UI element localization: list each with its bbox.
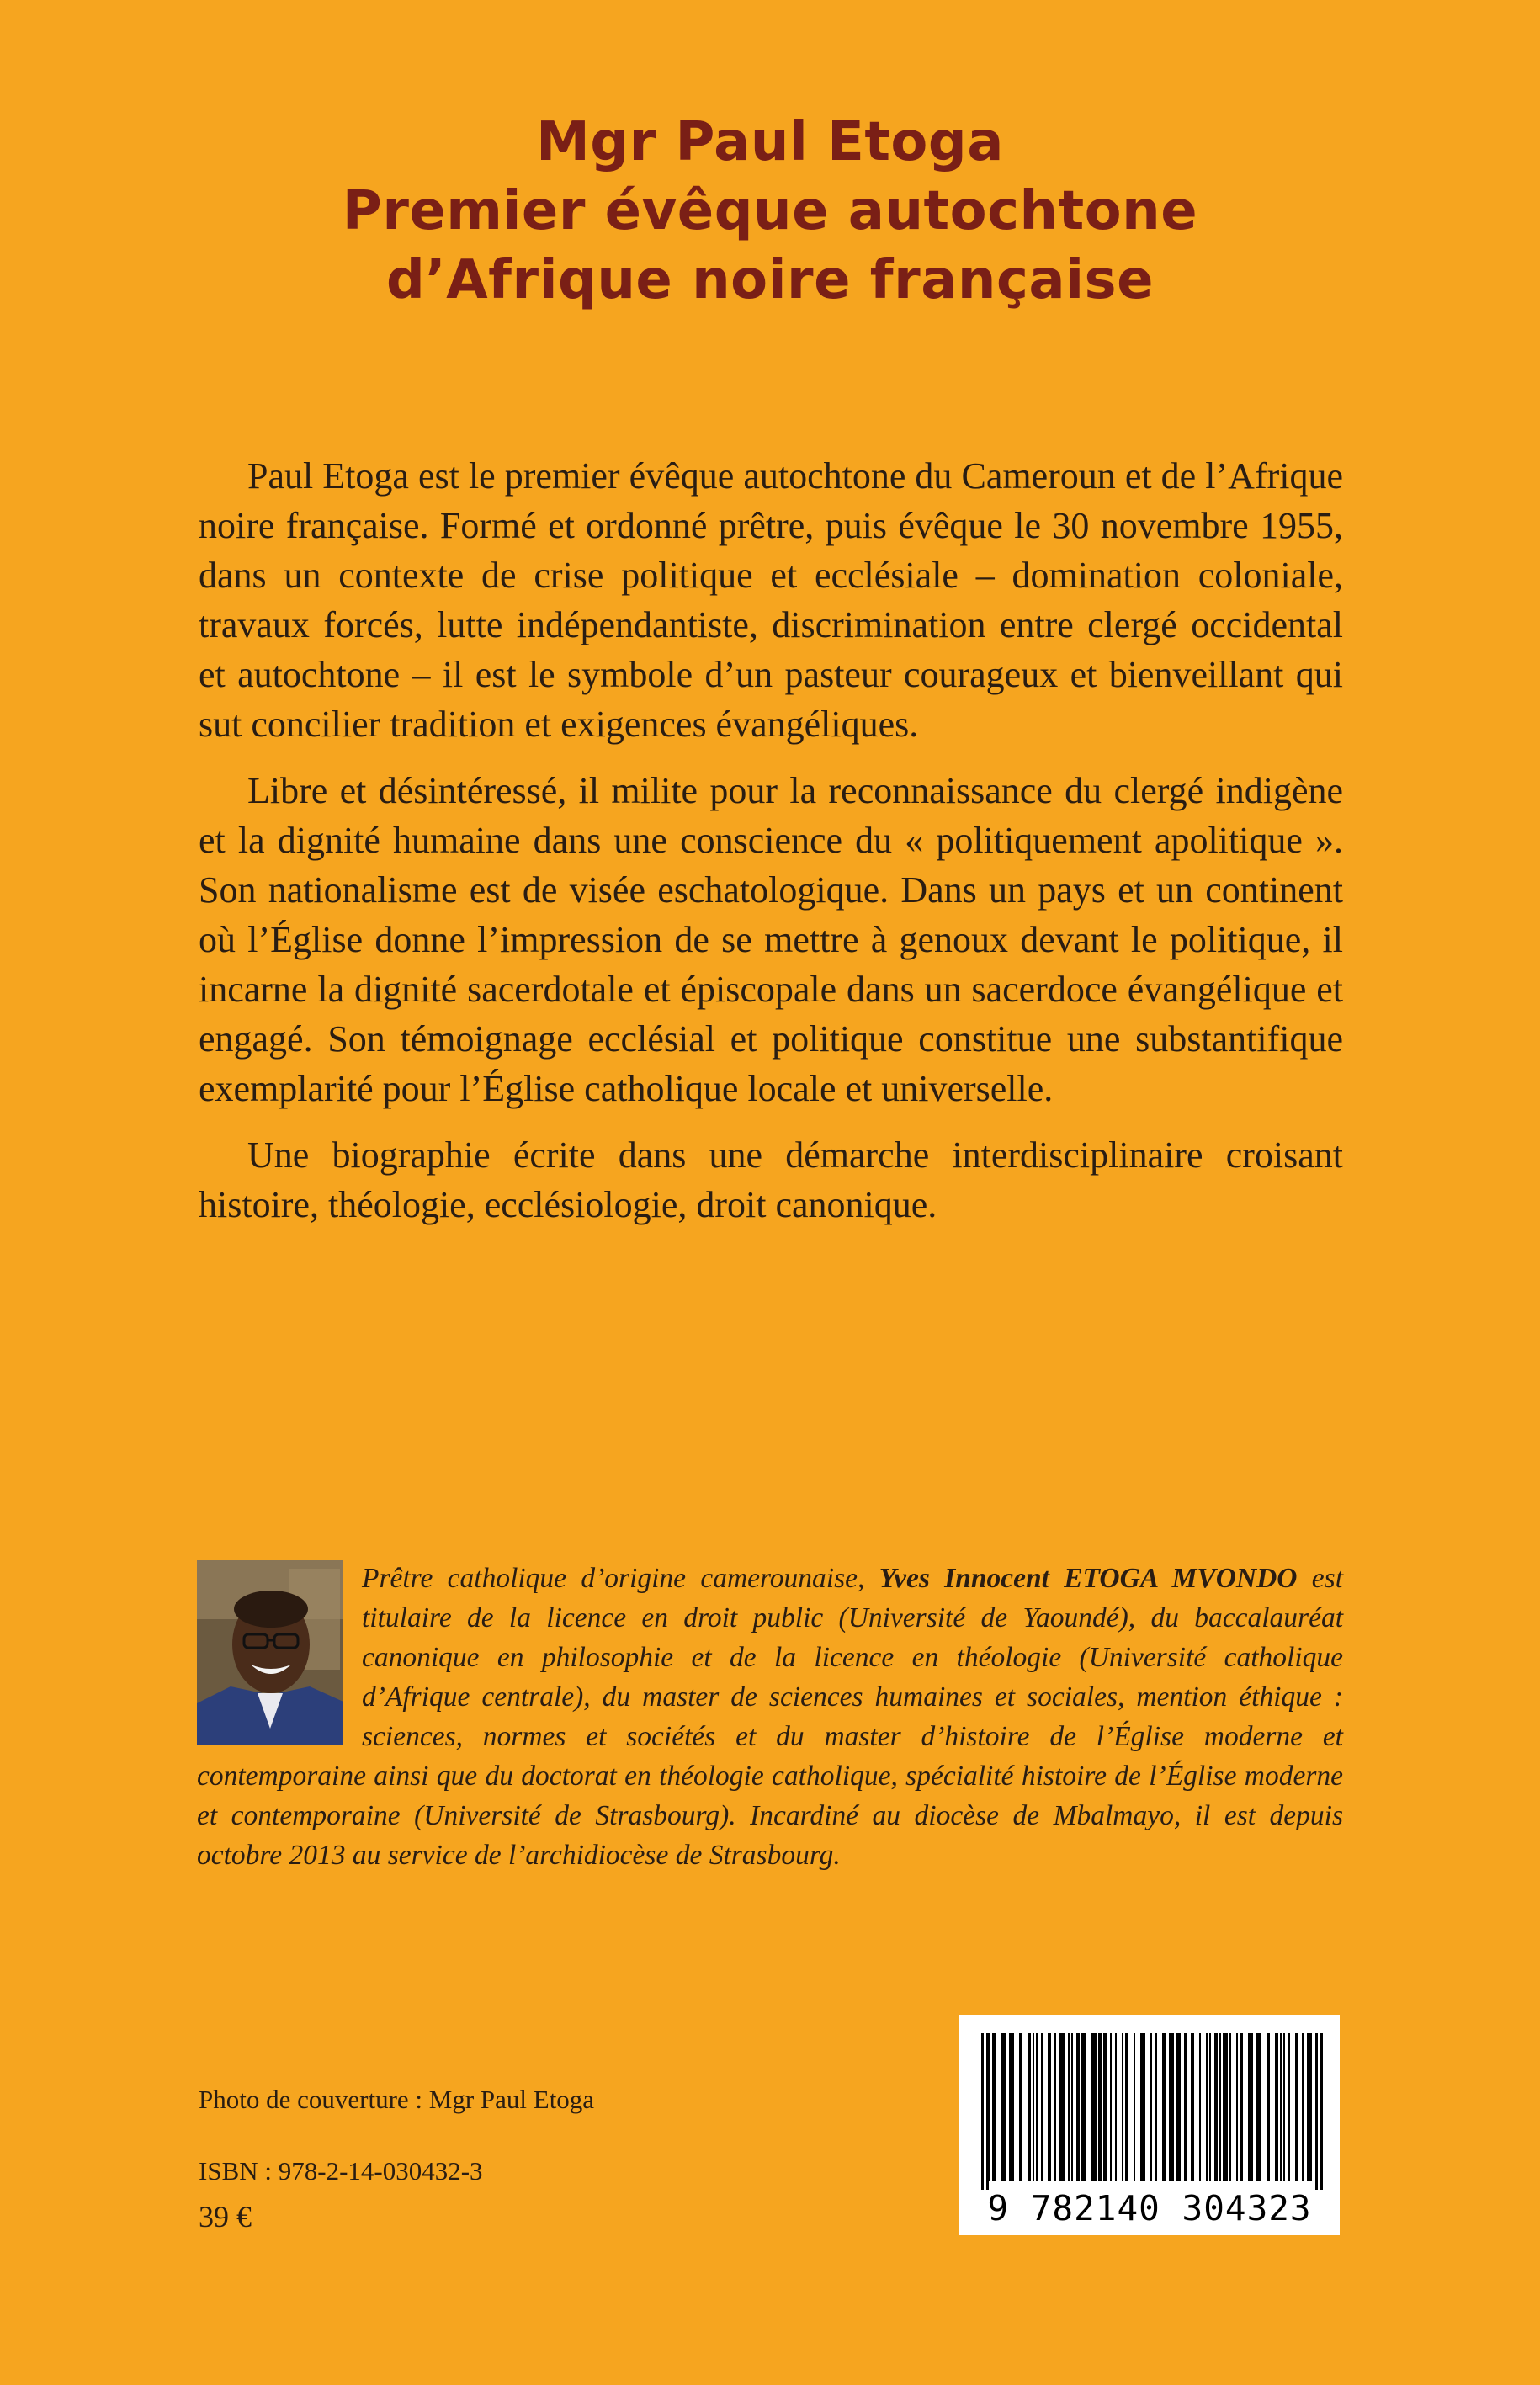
barcode-bar	[1288, 2033, 1290, 2181]
author-bio-text: est titulaire de la licence en droit public (Université de Yaoundé), du baccalauréat canonique en philosophie et de la licence en théologie (Université catholique d’Afrique centrale), du master de sciences humaines et sociales, mention éthique : sciences, normes et sociétés et du master d’histoire de l’Église moderne et contemporaine ainsi que du doctorat en théologie catholique, spécialité histoire de l’Église moderne et contemporaine (Université de Strasbourg). Incardiné au diocèse de Mbalmayo, il est depuis octobre 2013 au service de l’archidiocèse de Strasbourg.	[197, 1563, 1343, 1871]
barcode-bar	[1081, 2033, 1086, 2181]
barcode-guard-bar	[981, 2033, 984, 2190]
barcode-bar	[1019, 2033, 1022, 2181]
barcode-bar	[1240, 2033, 1243, 2181]
barcode-bar	[1103, 2033, 1107, 2181]
barcode-bar	[1098, 2033, 1102, 2181]
barcode-bar	[1054, 2033, 1056, 2181]
barcode-bar	[1256, 2033, 1261, 2181]
barcode-bar	[1162, 2033, 1166, 2181]
title-line-1: Mgr Paul Etoga	[536, 111, 1004, 173]
barcode-bar	[1295, 2033, 1298, 2181]
barcode-bar	[1140, 2033, 1145, 2181]
barcode-bar	[1209, 2033, 1211, 2181]
barcode-digits: 9 782140 304323	[987, 2188, 1312, 2228]
barcode-bar	[1110, 2033, 1112, 2181]
barcode-guard-bar	[1320, 2033, 1323, 2190]
barcode-bar	[1071, 2033, 1073, 2181]
barcode-bar	[1199, 2033, 1201, 2181]
barcode-bar	[1176, 2033, 1181, 2181]
barcode-guard-bar	[986, 2033, 989, 2190]
book-summary	[199, 451, 1343, 1246]
summary-paragraph-3: Une biographie écrite dans une démarche interdisciplinaire croisant histoire, théologie, ecclésiologie, droit canonique.	[199, 1134, 1343, 1225]
barcode-bar	[1248, 2033, 1253, 2181]
author-intro: Prêtre catholique d’origine camerounaise,	[362, 1563, 879, 1594]
isbn: ISBN : 978-2-14-030432-3	[199, 2156, 483, 2186]
barcode-bar	[1036, 2033, 1038, 2181]
price: 39 €	[199, 2200, 252, 2234]
barcode-bar	[1223, 2033, 1228, 2181]
barcode-bar	[1283, 2033, 1285, 2181]
barcode-bar	[1134, 2033, 1135, 2181]
barcode-guard-bar	[1315, 2033, 1318, 2190]
barcode-bar	[1191, 2033, 1194, 2181]
barcode-bar	[1219, 2033, 1221, 2181]
barcode-bar	[1302, 2033, 1304, 2181]
author-photo	[197, 1560, 343, 1745]
barcode-bar	[1059, 2033, 1065, 2181]
author-name: Yves Innocent ETOGA MVONDO	[879, 1563, 1298, 1594]
author-bio	[197, 1559, 1343, 1875]
barcode-bar	[1267, 2033, 1270, 2181]
summary-paragraph-2: Libre et désintéressé, il milite pour la reconnaissance du clergé indigène et la dignité humaine dans une conscience du « politiquement apolitique ». Son nationalisme est de visée eschatologique. Dans un pays et un continent où l’Église donne l’impression de se mettre à genoux devant le politique, il incarne la dignité sacerdotale et épiscopale dans un sacerdoce évangélique et engagé. Son témoignage ecclésial et politique constitue une substantifique exemplarité pour l’Église catholique locale et universelle.	[199, 770, 1343, 1109]
barcode-bar	[1001, 2033, 1006, 2181]
barcode-bar	[1184, 2033, 1187, 2181]
barcode-bar	[1150, 2033, 1152, 2181]
barcode-bar	[1122, 2033, 1123, 2181]
barcode-bar	[1125, 2033, 1128, 2181]
barcode-bar	[1236, 2033, 1238, 2181]
barcode-bar	[1115, 2033, 1117, 2181]
barcode-bar	[1206, 2033, 1208, 2181]
barcode-bar	[1009, 2033, 1014, 2181]
barcode-bar	[1280, 2033, 1282, 2181]
barcode-bar	[1033, 2033, 1034, 2181]
barcode-bar	[1214, 2033, 1218, 2181]
barcode-bar	[1275, 2033, 1278, 2181]
barcode-bar	[992, 2033, 996, 2181]
barcode-bar	[1048, 2033, 1051, 2181]
title-line-3: d’Afrique noire française	[386, 249, 1154, 311]
barcode-bar	[1169, 2033, 1174, 2181]
barcode-bar	[1229, 2033, 1231, 2181]
barcode-bar	[1155, 2033, 1157, 2181]
photo-credit: Photo de couverture : Mgr Paul Etoga	[199, 2085, 595, 2114]
barcode-bar	[1091, 2033, 1097, 2181]
barcode-bar	[1076, 2033, 1080, 2181]
title-line-2: Premier évêque autochtone	[342, 180, 1198, 242]
barcode-bar	[989, 2033, 990, 2181]
barcode-bar	[1041, 2033, 1043, 2181]
summary-paragraph-1: Paul Etoga est le premier évêque autochtone du Cameroun et de l’Afrique noire française. Formé et ordonné prêtre, puis évêque le 30 novembre 1955, dans un contexte de crise politique et ecclésiale – domination coloniale, travaux forcés, lutte indépendantiste, discrimination entre clergé occidental et autochtone – il est le symbole d’un pasteur courageux et bienveillant qui sut concilier tradition et exigences évangéliques.	[199, 455, 1343, 745]
barcode-bar	[1307, 2033, 1312, 2181]
book-title	[0, 108, 1540, 315]
barcode-bar	[1028, 2033, 1031, 2181]
barcode	[959, 2015, 1340, 2235]
barcode-bar	[1068, 2033, 1070, 2181]
